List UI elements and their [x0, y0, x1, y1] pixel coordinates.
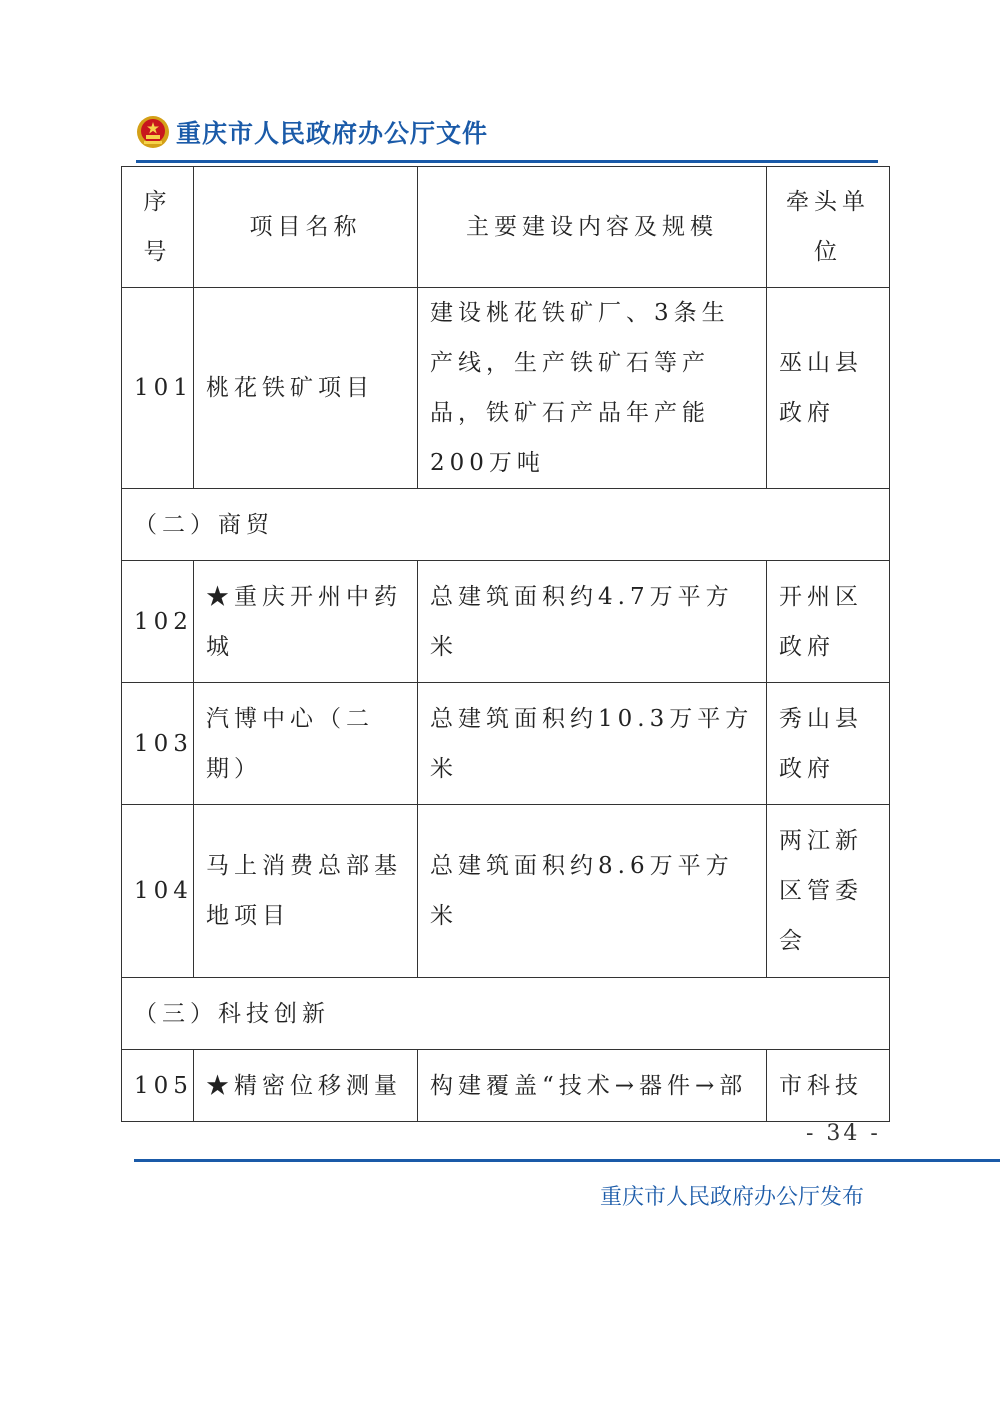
national-emblem-icon	[136, 115, 170, 149]
row-num: 104	[122, 805, 194, 978]
row-name: 桃花铁矿项目	[194, 288, 418, 489]
header-content: 主要建设内容及规模	[418, 167, 767, 288]
header-rule	[136, 160, 878, 163]
row-content: 总建筑面积约10.3万平方米	[418, 683, 767, 805]
page-number: - 34 -	[806, 1121, 881, 1146]
row-name: ★精密位移测量	[194, 1050, 418, 1122]
row-content: 总建筑面积约8.6万平方米	[418, 805, 767, 978]
section-row	[122, 489, 890, 561]
row-unit: 两江新区管委会	[767, 805, 890, 978]
row-unit: 市科技	[767, 1050, 890, 1122]
row-unit: 开州区政府	[767, 561, 890, 683]
row-num: 102	[122, 561, 194, 683]
row-unit: 秀山县政府	[767, 683, 890, 805]
row-content: 建设桃花铁矿厂、3条生产线，生产铁矿石等产品，铁矿石产品年产能200万吨	[418, 288, 767, 489]
row-name: 马上消费总部基地项目	[194, 805, 418, 978]
project-table	[121, 166, 890, 1122]
row-num: 101	[122, 288, 194, 489]
table-row	[122, 683, 890, 805]
row-num: 103	[122, 683, 194, 805]
row-name: 汽博中心（二期）	[194, 683, 418, 805]
header-num: 序号	[122, 167, 194, 288]
footer-publisher: 重庆市人民政府办公厅发布	[599, 1185, 864, 1210]
header-name: 项目名称	[194, 167, 418, 288]
table-row	[122, 561, 890, 683]
section-label: （二）商贸	[122, 489, 890, 561]
header-title: 重庆市人民政府办公厅文件	[176, 119, 489, 148]
table-row	[122, 1050, 890, 1122]
row-name: ★重庆开州中药城	[194, 561, 418, 683]
document-header	[136, 112, 488, 152]
section-row	[122, 978, 890, 1050]
table-header-row	[122, 167, 890, 288]
row-content: 总建筑面积约4.7万平方米	[418, 561, 767, 683]
header-unit: 牵头单位	[767, 167, 890, 288]
table-row	[122, 805, 890, 978]
row-unit: 巫山县政府	[767, 288, 890, 489]
footer-rule	[134, 1159, 1000, 1162]
table-row	[122, 288, 890, 489]
row-content: 构建覆盖“技术→器件→部	[418, 1050, 767, 1122]
section-label: （三）科技创新	[122, 978, 890, 1050]
row-num: 105	[122, 1050, 194, 1122]
